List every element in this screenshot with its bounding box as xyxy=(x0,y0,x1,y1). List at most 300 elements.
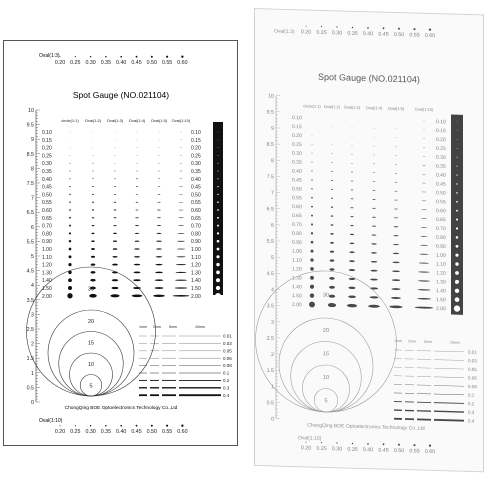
spot-size-label: 0.60 xyxy=(42,208,52,214)
scale-dot xyxy=(151,56,153,58)
spot-dot xyxy=(158,186,161,187)
column-header: Oval(1:4) xyxy=(365,105,383,111)
spot-size-label: 0.40 xyxy=(191,176,201,183)
scale-label: 0.20 xyxy=(54,429,66,435)
spot-dot xyxy=(113,225,116,226)
scale-label: 0.55 xyxy=(409,32,420,39)
spot-size-label: 0.70 xyxy=(42,223,52,230)
spot-size-label: 1.30 xyxy=(42,270,52,277)
spot-dot xyxy=(70,147,71,148)
spot-dot xyxy=(112,256,117,258)
spot-dot xyxy=(114,194,116,195)
ruler-label: 3 xyxy=(31,312,34,319)
spot-dot xyxy=(69,248,72,251)
spot-dot xyxy=(114,210,117,211)
ruler-label: 9.5 xyxy=(26,122,34,129)
ruler-label: 7 xyxy=(271,190,274,197)
footer-text-angled: ChongQing BOE Optoelectronics Technology Co.,Ltd xyxy=(307,422,425,432)
scale-label: 0.20 xyxy=(300,445,312,452)
scale-dot xyxy=(166,56,168,58)
scale-dot xyxy=(60,56,61,57)
circle-label: 10 xyxy=(87,361,95,368)
spot-dot xyxy=(178,218,183,219)
reverse-spot-dot xyxy=(217,209,219,211)
line-width-label: 0.08 xyxy=(468,383,477,390)
line-length-header: 2mm xyxy=(408,339,416,344)
circle-label: 15 xyxy=(87,340,95,347)
spot-dot xyxy=(136,186,138,187)
spot-dot xyxy=(156,248,162,249)
spot-dot xyxy=(135,217,138,218)
spot-size-label: 0.80 xyxy=(436,234,446,242)
line-width-label: 0.05 xyxy=(468,366,477,373)
ruler-label: 2.5 xyxy=(266,335,274,342)
spot-size-label: 0.60 xyxy=(191,208,201,214)
ruler-label: 2.5 xyxy=(26,327,34,333)
spot-size-label: 2.00 xyxy=(436,305,446,313)
spot-size-label: 1.40 xyxy=(436,288,446,295)
circle-label: 20 xyxy=(87,318,95,325)
line-width-label: 0.06 xyxy=(468,375,477,381)
spot-size-label: 0.25 xyxy=(436,145,446,153)
black-strip-angled xyxy=(451,115,463,315)
spot-size-label: 1.40 xyxy=(292,284,302,291)
ruler-label: 7.5 xyxy=(266,174,274,181)
spot-size-label: 1.40 xyxy=(191,278,201,285)
spot-dot xyxy=(177,249,185,250)
spot-dot xyxy=(69,186,70,187)
spot-dot xyxy=(135,233,139,234)
line-length-header: 5mm xyxy=(169,325,177,329)
spot-dot xyxy=(112,264,118,266)
scale-label: 0.45 xyxy=(131,429,142,435)
ruler-label: 10 xyxy=(28,108,34,114)
spot-dot xyxy=(178,233,185,234)
ruler-label: 2 xyxy=(271,351,274,358)
spot-size-label: 0.15 xyxy=(436,127,446,135)
spot-size-label: 0.45 xyxy=(292,177,302,184)
spot-dot xyxy=(114,217,117,218)
spot-size-label: 0.30 xyxy=(292,150,302,157)
spot-size-label: 0.10 xyxy=(42,130,52,136)
spot-size-label: 0.60 xyxy=(436,208,446,215)
reverse-spot-dot xyxy=(218,155,219,156)
spot-dot xyxy=(113,233,117,234)
spot-dot xyxy=(178,225,184,226)
spot-dot xyxy=(155,264,162,265)
reverse-spot-dot xyxy=(217,186,218,187)
spot-size-label: 0.10 xyxy=(436,119,446,126)
reverse-spot-dot xyxy=(218,140,219,141)
column-header: circle(1:1) xyxy=(61,118,79,123)
spot-dot xyxy=(70,155,71,156)
reverse-spot-dot xyxy=(218,171,219,172)
column-header: Oval(1:5) xyxy=(150,118,168,123)
scale-dot xyxy=(90,425,91,426)
scale-label: 0.25 xyxy=(70,60,81,66)
scale-dot xyxy=(136,56,138,58)
spot-size-label: 1.00 xyxy=(191,247,201,253)
spot-size-label: 1.10 xyxy=(42,254,52,261)
spot-dot xyxy=(91,233,94,235)
ruler-label: 2 xyxy=(31,341,34,348)
spot-dot xyxy=(157,217,161,218)
spot-size-label: 0.35 xyxy=(436,163,446,170)
spot-dot xyxy=(70,163,71,164)
spot-size-label: 0.35 xyxy=(191,169,201,175)
scale-label: 0.50 xyxy=(393,31,405,39)
spot-size-label: 0.20 xyxy=(436,136,446,144)
spot-size-label: 0.70 xyxy=(436,225,446,233)
spot-dot xyxy=(92,171,93,172)
spot-dot xyxy=(114,202,117,203)
scale-label: 0.50 xyxy=(393,447,405,455)
circle-label: 15 xyxy=(322,351,330,358)
spot-size-label: 2.00 xyxy=(292,301,302,309)
spot-dot xyxy=(173,295,190,297)
spot-size-label: 1.50 xyxy=(42,286,52,292)
spot-dot xyxy=(135,225,139,226)
spot-dot xyxy=(157,202,160,203)
scale-dot xyxy=(90,56,91,57)
spot-size-label: 1.10 xyxy=(436,261,446,268)
spot-size-label: 0.90 xyxy=(191,239,201,246)
scale-label: 0.40 xyxy=(116,429,127,435)
spot-dot xyxy=(92,217,94,218)
ruler-label: 0.5 xyxy=(26,385,34,392)
oval-bottom-label: Oval(1:10) xyxy=(39,418,63,424)
scale-label: 0.35 xyxy=(100,429,112,435)
column-header: circle(1:1) xyxy=(303,103,321,109)
spot-size-label: 1.10 xyxy=(191,254,201,261)
line-width-label: 0.08 xyxy=(223,363,232,369)
line-width-label: 0.3 xyxy=(468,409,475,415)
circle-label: 5 xyxy=(324,398,328,405)
reverse-spot-dot xyxy=(217,225,219,227)
reverse-spot-dot xyxy=(217,240,220,243)
spot-size-label: 0.15 xyxy=(42,137,52,144)
spot-dot xyxy=(91,248,95,250)
spot-size-label: 0.20 xyxy=(191,145,201,152)
spot-size-label: 0.50 xyxy=(42,192,52,199)
spot-size-label: 1.20 xyxy=(436,270,446,277)
ruler-label: 8.5 xyxy=(266,141,274,149)
ruler-label: 1.5 xyxy=(26,356,34,363)
ruler-label: 4 xyxy=(31,283,34,290)
spot-size-label: 0.80 xyxy=(292,230,302,238)
spot-dot xyxy=(69,232,71,234)
spot-size-label: 1.10 xyxy=(292,257,302,264)
ruler-label: 9 xyxy=(31,137,34,144)
spot-size-label: 0.35 xyxy=(42,169,52,175)
ruler-label: 7 xyxy=(31,195,34,202)
scale-label: 0.30 xyxy=(331,30,343,37)
line-length-header: 5mm xyxy=(424,339,432,344)
scale-label: 0.45 xyxy=(378,447,389,454)
spot-size-label: 0.25 xyxy=(42,153,52,160)
ruler-label: 0 xyxy=(31,400,34,406)
spot-size-label: 0.65 xyxy=(191,215,201,222)
spot-dot xyxy=(153,295,165,297)
spot-dot xyxy=(91,271,96,273)
ruler-label: 8 xyxy=(271,158,274,165)
spot-size-label: 1.00 xyxy=(42,247,52,253)
scale-dot xyxy=(181,56,183,58)
line-width-label: 0.1 xyxy=(223,370,230,376)
scale-dot xyxy=(166,425,168,427)
scale-label: 0.25 xyxy=(70,429,81,435)
ruler-label: 3.5 xyxy=(266,303,274,310)
spot-size-label: 0.55 xyxy=(436,199,446,206)
spot-size-label: 0.15 xyxy=(191,137,201,144)
spot-dot xyxy=(92,209,94,210)
spot-dot xyxy=(176,256,185,257)
scale-label: 0.30 xyxy=(331,446,343,453)
reverse-spot-dot xyxy=(215,293,221,299)
spot-dot xyxy=(136,194,139,195)
reverse-spot-dot xyxy=(217,248,220,251)
line-length-header: 1mm xyxy=(394,338,402,344)
reverse-spot-dot xyxy=(216,263,219,266)
ruler-label: 5.5 xyxy=(266,238,274,245)
scale-label: 0.25 xyxy=(316,29,327,37)
spot-size-label: 0.50 xyxy=(292,186,302,193)
spot-dot xyxy=(177,241,185,242)
spot-dot xyxy=(69,240,71,242)
reverse-spot-dot xyxy=(217,201,219,203)
reverse-spot-dot xyxy=(217,178,218,179)
spot-size-label: 0.15 xyxy=(292,123,302,131)
spot-dot xyxy=(69,178,70,179)
spot-dot xyxy=(135,210,138,211)
scale-label: 0.55 xyxy=(409,448,420,455)
oval-top-label: Oval(1:3) xyxy=(39,53,60,59)
spot-size-label: 0.65 xyxy=(292,212,302,220)
ruler-label: 0.5 xyxy=(266,400,274,407)
scale-dot xyxy=(60,425,61,426)
scale-dot xyxy=(105,425,106,426)
oval-bottom-label-angled: Oval(1:10) xyxy=(298,435,322,442)
reverse-spot-dot xyxy=(218,132,219,133)
spot-size-label: 0.55 xyxy=(292,195,302,202)
spot-size-label: 0.40 xyxy=(292,168,302,175)
spot-size-label: 0.30 xyxy=(191,161,201,168)
spot-gauge-card-front xyxy=(3,40,238,446)
scale-label: 0.60 xyxy=(424,32,436,40)
spot-dot xyxy=(110,294,119,297)
scale-label: 0.40 xyxy=(362,447,374,454)
ruler-label: 4.5 xyxy=(266,271,274,278)
line-width-label: 0.06 xyxy=(223,355,232,361)
ruler-label: 8 xyxy=(31,166,34,173)
spot-size-label: 0.70 xyxy=(191,223,201,230)
spot-dot xyxy=(69,194,70,195)
spot-dot xyxy=(92,225,95,226)
spot-dot xyxy=(67,293,72,298)
spot-dot xyxy=(156,241,161,242)
spot-gauge-card-angled xyxy=(254,8,484,472)
ruler-label: 10 xyxy=(268,93,274,100)
ruler-label: 5 xyxy=(31,254,34,260)
line-sample xyxy=(434,411,464,412)
column-header: Oval(1:4) xyxy=(128,118,146,123)
scale-label: 0.55 xyxy=(161,60,173,66)
line-width-label: 0.4 xyxy=(468,418,475,424)
scale-label: 0.30 xyxy=(85,429,96,435)
ruler-label: 6 xyxy=(31,224,34,231)
spot-size-label: 1.50 xyxy=(191,286,201,292)
scale-dot xyxy=(120,56,122,58)
scale-label: 0.35 xyxy=(347,446,358,453)
spot-dot xyxy=(92,163,93,164)
ruler-label: 3 xyxy=(271,319,274,326)
spot-dot xyxy=(176,272,187,273)
ruler-label: 7.5 xyxy=(26,181,34,187)
spot-size-label: 1.30 xyxy=(292,275,302,282)
scale-label: 0.50 xyxy=(146,60,157,66)
line-width-label: 0.03 xyxy=(468,358,477,364)
line-width-label: 0.2 xyxy=(223,378,230,383)
spot-dot xyxy=(92,202,94,203)
spot-size-label: 0.20 xyxy=(292,132,302,140)
ruler-label: 6 xyxy=(271,222,274,229)
spot-dot xyxy=(91,256,95,258)
spot-size-label: 1.50 xyxy=(292,293,302,300)
spot-dot xyxy=(176,264,186,265)
reverse-spot-dot xyxy=(216,278,220,282)
circle-label: 10 xyxy=(322,374,330,381)
spot-size-label: 1.20 xyxy=(42,262,52,269)
reverse-spot-dot xyxy=(218,163,219,164)
spot-dot xyxy=(136,202,139,203)
spot-dot xyxy=(112,287,119,289)
spot-dot xyxy=(114,186,116,187)
spot-size-label: 1.40 xyxy=(42,278,52,285)
spot-dot xyxy=(136,179,138,180)
spot-size-label: 2.00 xyxy=(191,293,201,300)
spot-dot xyxy=(135,241,140,242)
footer-text: ChongQing BOE Optoelectronics Technology Co.,Ltd xyxy=(64,406,178,411)
column-header: Oval(1:10) xyxy=(414,106,434,113)
spot-size-label: 0.65 xyxy=(436,216,446,224)
spot-size-label: 0.40 xyxy=(42,176,52,183)
spot-size-label: 0.25 xyxy=(191,153,201,160)
spot-size-label: 2.00 xyxy=(42,293,52,300)
spot-dot xyxy=(112,279,118,281)
spot-dot xyxy=(133,287,141,289)
spot-dot xyxy=(155,279,163,281)
spot-dot xyxy=(157,210,161,211)
line-width-label: 0.2 xyxy=(468,401,475,407)
oval-top-label-angled: Oval(1:3) xyxy=(274,28,295,36)
spot-size-label: 0.55 xyxy=(42,200,52,207)
spot-dot xyxy=(92,186,94,187)
spot-dot xyxy=(156,256,163,257)
ruler-label: 5.5 xyxy=(26,239,34,246)
column-header: Oval(1:3) xyxy=(343,104,361,110)
spot-dot xyxy=(92,194,94,195)
line-length-header: 10mm xyxy=(450,340,460,345)
line-length-header: 10mm xyxy=(195,325,205,329)
scale-label: 0.40 xyxy=(362,31,374,38)
line-sample xyxy=(434,420,464,421)
spot-size-label: 1.50 xyxy=(436,297,446,304)
spot-dot xyxy=(157,233,162,234)
circle-label: 20 xyxy=(322,327,330,334)
spot-size-label: 1.20 xyxy=(191,262,201,269)
spot-dot xyxy=(134,264,140,266)
spot-size-label: 0.65 xyxy=(42,215,52,222)
ruler-label: 5 xyxy=(271,254,274,262)
scale-label: 0.60 xyxy=(177,60,188,66)
scale-label: 0.50 xyxy=(146,429,157,435)
ruler-label: 6.5 xyxy=(266,206,274,213)
spot-size-label: 0.45 xyxy=(42,184,52,191)
column-header: Oval(1:5) xyxy=(387,105,405,112)
line-width-label: 0.1 xyxy=(468,392,475,398)
column-header: Oval(1:3) xyxy=(106,118,124,123)
scale-label: 0.35 xyxy=(100,60,112,66)
column-header: Oval(1:2) xyxy=(84,118,102,123)
spot-size-label: 0.80 xyxy=(42,231,52,238)
spot-dot xyxy=(157,225,161,226)
spot-dot xyxy=(155,272,163,274)
reverse-spot-dot xyxy=(216,255,219,258)
spot-dot xyxy=(113,248,118,250)
line-width-label: 0.4 xyxy=(223,392,230,398)
spot-dot xyxy=(69,201,70,202)
spot-dot xyxy=(178,210,183,211)
scale-label: 0.60 xyxy=(177,429,188,435)
scale-dot xyxy=(75,425,76,426)
spot-size-label: 1.30 xyxy=(191,270,201,277)
line-width-label: 0.03 xyxy=(223,341,232,346)
spot-dot xyxy=(89,294,97,298)
line-width-label: 0.05 xyxy=(223,348,232,354)
column-header: Oval(1:2) xyxy=(323,103,341,110)
spot-dot xyxy=(90,279,95,282)
spot-dot xyxy=(69,209,71,211)
spot-size-label: 0.10 xyxy=(191,130,201,136)
spot-dot xyxy=(114,178,116,179)
scale-dot xyxy=(181,425,183,427)
spot-dot xyxy=(132,294,143,297)
ruler-label: 3.5 xyxy=(26,297,34,304)
spot-size-label: 0.50 xyxy=(436,190,446,197)
scale-label: 0.60 xyxy=(424,448,436,456)
line-length-header: 1mm xyxy=(139,325,147,329)
scale-dot xyxy=(151,425,153,427)
ruler-label: 1.5 xyxy=(266,367,274,375)
column-header: Oval(1:10) xyxy=(171,118,191,123)
page-title: Spot Gauge (NO.021104) xyxy=(72,90,170,100)
spot-dot xyxy=(134,248,139,249)
spot-dot xyxy=(158,194,161,195)
circle-label: 30 xyxy=(322,292,330,299)
spot-size-label: 0.60 xyxy=(292,204,302,211)
scale-dot xyxy=(75,56,76,57)
ruler-label: 1 xyxy=(271,384,274,391)
spot-size-label: 1.20 xyxy=(292,266,302,273)
reverse-spot-dot xyxy=(218,147,219,148)
scale-label: 0.45 xyxy=(131,60,142,66)
scale-label: 0.55 xyxy=(161,429,173,435)
spot-dot xyxy=(134,272,141,274)
scale-dot xyxy=(120,425,122,427)
scale-dot xyxy=(136,425,138,427)
spot-dot xyxy=(155,287,164,289)
spot-dot xyxy=(134,256,140,257)
